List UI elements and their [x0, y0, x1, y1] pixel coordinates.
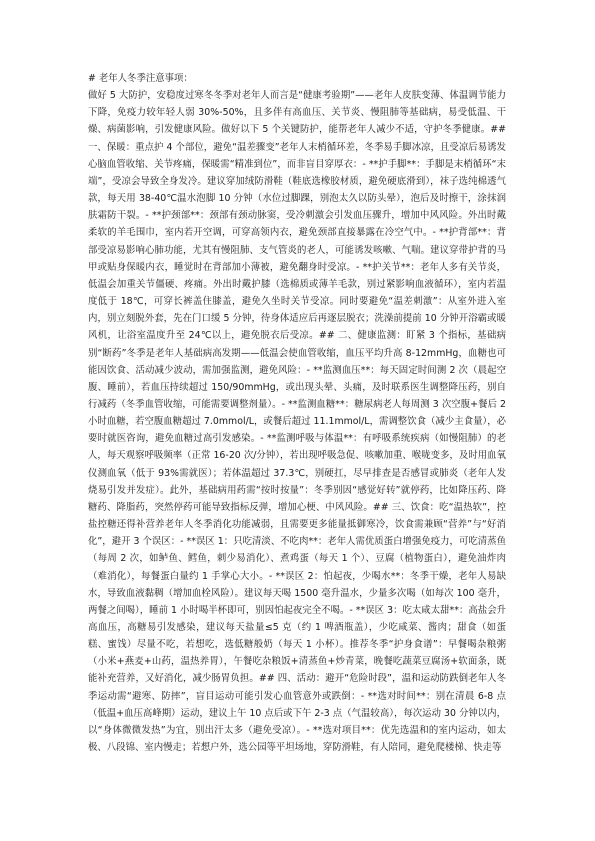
document-title: # 老年人冬季注意事项：	[88, 73, 193, 84]
document-page	[88, 70, 506, 756]
document-body: 做好 5 大防护，安稳度过寒冬冬季对老年人而言是“健康考验期”——老年人皮肤变薄、体温调节能力下降，免疫力较年轻人弱 30%-50%，且多伴有高血压、关节炎、慢阻肺等基础病，易受低温、干燥、病菌影响，引发健康风险。做好以下 5 个关键防护，能帮老年人减少不适，守护冬季健康。## 一、保暖：重点护 4 个部位，避免“温差骤变”老年人末梢循环差，冬季易手脚冰凉，且受凉后易诱发心脑血管收缩、关节疼痛，保暖需“精准到位”，而非盲目穿厚衣：- **护手脚**：手脚是末梢循环“末端”，受凉会导致全身发冷。建议穿加绒防滑鞋（鞋底选橡胶材质，避免硬底滑到），袜子选纯棉透气款，每天用 38-40℃温水泡脚 10 分钟（水位过脚踝，别泡太久以防头晕），泡后及时擦干，涂抹润肤霜防干裂。- **护颈部**：颈部有颈动脉窦，受冷刺激会引发血压骤升，增加中风风险。外出时戴柔软的羊毛围巾，室内若开空调，可穿高领内衣，避免颈部直接暴露在冷空气中。- **护背部**：背部受凉易影响心肺功能，尤其有慢阻肺、支气管炎的老人，可能诱发咳嗽、气喘。建议穿带护背的马甲或贴身保暖内衣，睡觉时在背部加小薄被，避免翻身时受凉。- **护关节**：老年人多有关节炎，低温会加重关节僵硬、疼痛。外出时戴护膝（选棉质或薄羊毛款，别过紧影响血液循环），室内若温度低于 18℃，可穿长裤盖住膝盖，避免久坐时关节受凉。同时要避免“温差刺激”：从室外进入室内，别立刻脱外套，先在门口缓 5 分钟，待身体适应后再逐层脱衣；洗澡前提前 10 分钟开浴霸或暖风机，让浴室温度升至 24℃以上，避免脱衣后受凉。## 二、健康监测：盯紧 3 个指标，基础病别“断药”冬季是老年人基础病高发期——低温会使血管收缩，血压平均升高 8-12mmHg，血糖也可能因饮食、活动减少波动，需加强监测，避免风险：- **监测血压**：每天固定时间测 2 次（晨起空腹、睡前），若血压持续超过 150/90mmHg，或出现头晕、头痛，及时联系医生调整降压药，别自行减药（冬季血管收缩，可能需要调整剂量）。- **监测血糖**：糖尿病老人每周测 3 次空腹+餐后 2 小时血糖，若空腹血糖超过 7.0mmol/L，或餐后超过 11.1mmol/L，需调整饮食（减少主食量），必要时就医咨询，避免血糖过高引发感染。- **监测呼吸与体温**：有呼吸系统疾病（如慢阻肺）的老人，每天观察呼吸频率（正常 16-20 次/分钟），若出现呼吸急促、咳嗽加重、喉咙变多，及时用血氧仪测血氧（低于 93%需就医）；若体温超过 37.3℃，别硬扛，尽早排查是否感冒或肺炎（老年人发烧易引发并发症）。此外，基础病用药需“按时按量”：冬季别因“感觉好转”就停药，比如降压药、降糖药、降脂药，突然停药可能导致指标反弹，增加心梗、中风风险。## 三、饮食：吃“温热软”，控盐控糖还得补营养老年人冬季消化功能减弱，且需要更多能量抵御寒冷，饮食需兼顾“营养”与“好消化”，避开 3 个误区：- **误区 1：只吃清淡、不吃肉**：老年人需优质蛋白增强免疫力，可吃清蒸鱼（每周 2 次，如鲈鱼、鳕鱼，刺少易消化）、煮鸡蛋（每天 1 个）、豆腐（植物蛋白），避免油炸肉（难消化），每餐蛋白量约 1 手掌心大小。- **误区 2：怕起夜，少喝水**：冬季干燥，老年人易缺水，导致血液黏稠（增加血栓风险）。建议每天喝 1500 毫升温水，少量多次喝（如每次 100 毫升，两餐之间喝），睡前 1 小时喝半杯即可，别因怕起夜完全不喝。- **误区 3：吃太咸太甜**：高盐会升高血压，高糖易引发感染，建议每天盐量≤5 克（约 1 啤酒瓶盖），少吃咸菜、酱肉；甜食（如蛋糕、蜜饯）尽量不吃，若想吃，选低糖般奶（每天 1 小杯）。推荐冬季“护身食谱”：早餐喝杂粮粥（小米+燕麦+山药，温热养胃），午餐吃杂粮饭+清蒸鱼+炒青菜，晚餐吃蔬菜豆腐汤+软面条，既能补充营养，又好消化，减少肠胃负担。## 四、活动：避开“危险时段”，温和运动防跌倒老年人冬季运动需“避寒、防摔”，盲目运动可能引发心血管意外或跌倒：- **选对时间**：别在清晨 6-8 点（低温+血压高峰期）运动，建议上午 10 点后或下午 2-3 点（气温较高），每次运动 30 分钟以内，以“身体微微发热”为宜，别出汗太多（避免受凉）。- **选对项目**：优先选温和的室内运动，如太极、八段锦、室内慢走；若想户外，选公园等平坦场地，穿防滑鞋，有人陪同，避免爬楼梯、快走等	[88, 90, 506, 754]
